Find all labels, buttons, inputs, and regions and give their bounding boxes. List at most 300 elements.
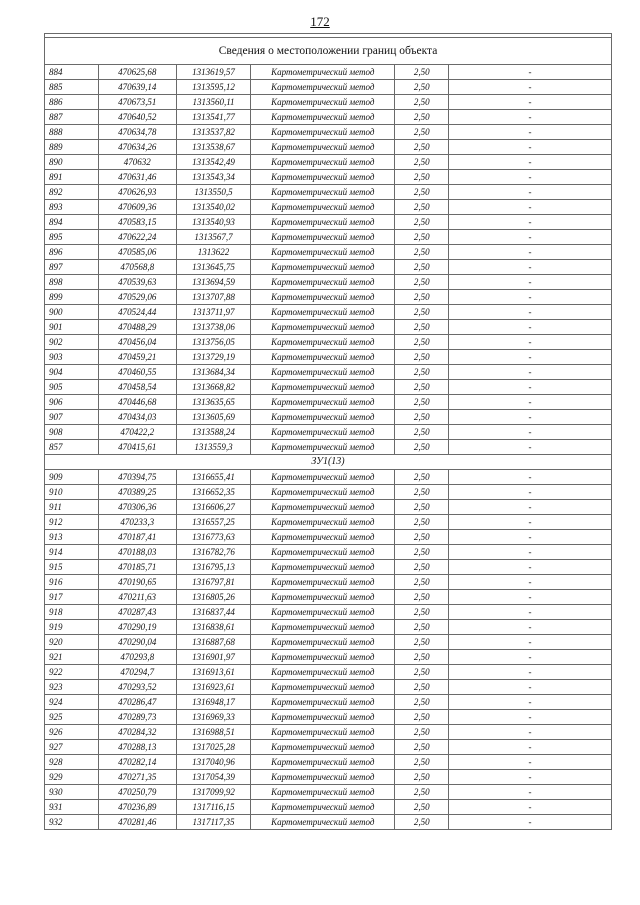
accuracy-cell: 2,50 (395, 125, 449, 140)
coord-x-cell: 470459,21 (98, 350, 176, 365)
point-number-cell: 890 (45, 155, 99, 170)
coord-x-cell: 470625,68 (98, 65, 176, 80)
coord-x-cell: 470294,7 (98, 665, 176, 680)
coord-y-cell: 1316837,44 (176, 605, 250, 620)
table-row (45, 320, 612, 335)
coord-x-cell: 470306,36 (98, 500, 176, 515)
table-row (45, 500, 612, 515)
point-number-cell: 901 (45, 320, 99, 335)
description-cell: - (449, 95, 612, 110)
point-number-cell: 922 (45, 665, 99, 680)
description-cell: - (449, 290, 612, 305)
coord-y-cell: 1313567,7 (176, 230, 250, 245)
coord-y-cell: 1316988,51 (176, 725, 250, 740)
coord-x-cell: 470289,73 (98, 710, 176, 725)
coord-y-cell: 1313622 (176, 245, 250, 260)
point-number-cell: 886 (45, 95, 99, 110)
accuracy-cell: 2,50 (395, 815, 449, 830)
description-cell: - (449, 680, 612, 695)
description-cell: - (449, 545, 612, 560)
table-row (45, 650, 612, 665)
coord-y-cell: 1316773,63 (176, 530, 250, 545)
accuracy-cell: 2,50 (395, 440, 449, 455)
accuracy-cell: 2,50 (395, 800, 449, 815)
description-cell: - (449, 515, 612, 530)
point-number-cell: 889 (45, 140, 99, 155)
description-cell: - (449, 425, 612, 440)
description-cell: - (449, 485, 612, 500)
table-row (45, 380, 612, 395)
method-cell: Картометрический метод (251, 65, 395, 80)
description-cell: - (449, 110, 612, 125)
method-cell: Картометрический метод (251, 515, 395, 530)
coord-x-cell: 470609,36 (98, 200, 176, 215)
point-number-cell: 902 (45, 335, 99, 350)
coord-x-cell: 470456,04 (98, 335, 176, 350)
accuracy-cell: 2,50 (395, 575, 449, 590)
description-cell: - (449, 500, 612, 515)
coord-y-cell: 1313729,19 (176, 350, 250, 365)
description-cell: - (449, 380, 612, 395)
description-cell: - (449, 695, 612, 710)
table-row (45, 740, 612, 755)
point-number-cell: 911 (45, 500, 99, 515)
description-cell: - (449, 470, 612, 485)
coord-y-cell: 1316838,61 (176, 620, 250, 635)
point-number-cell: 929 (45, 770, 99, 785)
point-number-cell: 931 (45, 800, 99, 815)
point-number-cell: 884 (45, 65, 99, 80)
point-number-cell: 913 (45, 530, 99, 545)
table-row (45, 515, 612, 530)
method-cell: Картометрический метод (251, 215, 395, 230)
method-cell: Картометрический метод (251, 425, 395, 440)
table-row (45, 530, 612, 545)
point-number-cell: 891 (45, 170, 99, 185)
coord-x-cell: 470631,46 (98, 170, 176, 185)
table-row (45, 425, 612, 440)
table-row (45, 185, 612, 200)
coord-y-cell: 1313694,59 (176, 275, 250, 290)
accuracy-cell: 2,50 (395, 725, 449, 740)
coord-x-cell: 470250,79 (98, 785, 176, 800)
method-cell: Картометрический метод (251, 395, 395, 410)
coord-y-cell: 1316782,76 (176, 545, 250, 560)
method-cell: Картометрический метод (251, 650, 395, 665)
method-cell: Картометрический метод (251, 755, 395, 770)
point-number-cell: 909 (45, 470, 99, 485)
point-number-cell: 885 (45, 80, 99, 95)
coord-y-cell: 1316795,13 (176, 560, 250, 575)
coord-y-cell: 1316948,17 (176, 695, 250, 710)
accuracy-cell: 2,50 (395, 605, 449, 620)
coord-x-cell: 470446,68 (98, 395, 176, 410)
coord-x-cell: 470422,2 (98, 425, 176, 440)
method-cell: Картометрический метод (251, 500, 395, 515)
coord-y-cell: 1313595,12 (176, 80, 250, 95)
accuracy-cell: 2,50 (395, 545, 449, 560)
method-cell: Картометрический метод (251, 560, 395, 575)
point-number-cell: 900 (45, 305, 99, 320)
accuracy-cell: 2,50 (395, 380, 449, 395)
method-cell: Картометрический метод (251, 335, 395, 350)
method-cell: Картометрический метод (251, 725, 395, 740)
page-number: 172 (310, 14, 330, 29)
coord-x-cell: 470626,93 (98, 185, 176, 200)
table-row (45, 470, 612, 485)
coord-x-cell: 470211,63 (98, 590, 176, 605)
table-row (45, 395, 612, 410)
point-number-cell: 915 (45, 560, 99, 575)
point-number-cell: 907 (45, 410, 99, 425)
accuracy-cell: 2,50 (395, 590, 449, 605)
coord-y-cell: 1313707,88 (176, 290, 250, 305)
description-cell: - (449, 635, 612, 650)
method-cell: Картометрический метод (251, 605, 395, 620)
coord-x-cell: 470185,71 (98, 560, 176, 575)
table-row (45, 95, 612, 110)
coord-x-cell: 470282,14 (98, 755, 176, 770)
accuracy-cell: 2,50 (395, 620, 449, 635)
description-cell: - (449, 785, 612, 800)
method-cell: Картометрический метод (251, 590, 395, 605)
description-cell: - (449, 725, 612, 740)
point-number-cell: 908 (45, 425, 99, 440)
point-number-cell: 918 (45, 605, 99, 620)
table-row (45, 80, 612, 95)
coord-x-cell: 470622,24 (98, 230, 176, 245)
coord-y-cell: 1313540,93 (176, 215, 250, 230)
coord-y-cell: 1317117,35 (176, 815, 250, 830)
point-number-cell: 920 (45, 635, 99, 650)
method-cell: Картометрический метод (251, 575, 395, 590)
accuracy-cell: 2,50 (395, 155, 449, 170)
accuracy-cell: 2,50 (395, 365, 449, 380)
description-cell: - (449, 665, 612, 680)
accuracy-cell: 2,50 (395, 230, 449, 245)
method-cell: Картометрический метод (251, 710, 395, 725)
method-cell: Картометрический метод (251, 410, 395, 425)
accuracy-cell: 2,50 (395, 635, 449, 650)
coord-x-cell: 470187,41 (98, 530, 176, 545)
accuracy-cell: 2,50 (395, 170, 449, 185)
accuracy-cell: 2,50 (395, 680, 449, 695)
table-row (45, 335, 612, 350)
table-row (45, 590, 612, 605)
method-cell: Картометрический метод (251, 800, 395, 815)
table-row (45, 215, 612, 230)
coord-y-cell: 1317054,39 (176, 770, 250, 785)
description-cell: - (449, 65, 612, 80)
coord-x-cell: 470460,55 (98, 365, 176, 380)
coord-y-cell: 1313756,05 (176, 335, 250, 350)
table-row (45, 155, 612, 170)
section-label: ЗУ1(13) (45, 455, 612, 470)
description-cell: - (449, 710, 612, 725)
description-cell: - (449, 620, 612, 635)
section-row (45, 455, 612, 470)
coord-x-cell: 470286,47 (98, 695, 176, 710)
point-number-cell: 888 (45, 125, 99, 140)
table-row (45, 365, 612, 380)
point-number-cell: 895 (45, 230, 99, 245)
description-cell: - (449, 575, 612, 590)
coord-x-cell: 470583,15 (98, 215, 176, 230)
table-row (45, 440, 612, 455)
coord-y-cell: 1313538,67 (176, 140, 250, 155)
method-cell: Картометрический метод (251, 530, 395, 545)
method-cell: Картометрический метод (251, 740, 395, 755)
coord-y-cell: 1316805,26 (176, 590, 250, 605)
point-number-cell: 912 (45, 515, 99, 530)
accuracy-cell: 2,50 (395, 80, 449, 95)
point-number-cell: 928 (45, 755, 99, 770)
coord-x-cell: 470233,3 (98, 515, 176, 530)
accuracy-cell: 2,50 (395, 515, 449, 530)
point-number-cell: 927 (45, 740, 99, 755)
coord-x-cell: 470190,65 (98, 575, 176, 590)
point-number-cell: 925 (45, 710, 99, 725)
coord-y-cell: 1316652,35 (176, 485, 250, 500)
point-number-cell: 892 (45, 185, 99, 200)
table-row (45, 545, 612, 560)
method-cell: Картометрический метод (251, 95, 395, 110)
description-cell: - (449, 350, 612, 365)
point-number-cell: 899 (45, 290, 99, 305)
description-cell: - (449, 440, 612, 455)
coord-x-cell: 470585,06 (98, 245, 176, 260)
method-cell: Картометрический метод (251, 440, 395, 455)
method-cell: Картометрический метод (251, 470, 395, 485)
coord-x-cell: 470415,61 (98, 440, 176, 455)
accuracy-cell: 2,50 (395, 560, 449, 575)
method-cell: Картометрический метод (251, 200, 395, 215)
accuracy-cell: 2,50 (395, 275, 449, 290)
description-cell: - (449, 815, 612, 830)
accuracy-cell: 2,50 (395, 710, 449, 725)
description-cell: - (449, 800, 612, 815)
table-row (45, 755, 612, 770)
coord-y-cell: 1316655,41 (176, 470, 250, 485)
description-cell: - (449, 590, 612, 605)
coord-x-cell: 470539,63 (98, 275, 176, 290)
table-row (45, 290, 612, 305)
method-cell: Картометрический метод (251, 245, 395, 260)
description-cell: - (449, 155, 612, 170)
table-row (45, 350, 612, 365)
description-cell: - (449, 365, 612, 380)
point-number-cell: 906 (45, 395, 99, 410)
accuracy-cell: 2,50 (395, 470, 449, 485)
method-cell: Картометрический метод (251, 680, 395, 695)
coord-x-cell: 470290,04 (98, 635, 176, 650)
description-cell: - (449, 275, 612, 290)
coord-y-cell: 1317040,96 (176, 755, 250, 770)
coord-y-cell: 1316606,27 (176, 500, 250, 515)
method-cell: Картометрический метод (251, 110, 395, 125)
accuracy-cell: 2,50 (395, 260, 449, 275)
description-cell: - (449, 320, 612, 335)
method-cell: Картометрический метод (251, 785, 395, 800)
coord-x-cell: 470634,26 (98, 140, 176, 155)
accuracy-cell: 2,50 (395, 425, 449, 440)
point-number-cell: 930 (45, 785, 99, 800)
coord-y-cell: 1316969,33 (176, 710, 250, 725)
point-number-cell: 926 (45, 725, 99, 740)
point-number-cell: 923 (45, 680, 99, 695)
boundary-coordinates-table (44, 33, 612, 830)
coord-x-cell: 470288,13 (98, 740, 176, 755)
table-row (45, 260, 612, 275)
point-number-cell: 905 (45, 380, 99, 395)
coord-x-cell: 470290,19 (98, 620, 176, 635)
method-cell: Картометрический метод (251, 290, 395, 305)
table-row (45, 485, 612, 500)
accuracy-cell: 2,50 (395, 395, 449, 410)
accuracy-cell: 2,50 (395, 65, 449, 80)
description-cell: - (449, 170, 612, 185)
description-cell: - (449, 245, 612, 260)
coord-x-cell: 470529,06 (98, 290, 176, 305)
description-cell: - (449, 770, 612, 785)
point-number-cell: 914 (45, 545, 99, 560)
point-number-cell: 857 (45, 440, 99, 455)
coord-x-cell: 470293,8 (98, 650, 176, 665)
description-cell: - (449, 605, 612, 620)
description-cell: - (449, 650, 612, 665)
method-cell: Картометрический метод (251, 170, 395, 185)
method-cell: Картометрический метод (251, 230, 395, 245)
coord-y-cell: 1313684,34 (176, 365, 250, 380)
coord-y-cell: 1316887,68 (176, 635, 250, 650)
accuracy-cell: 2,50 (395, 530, 449, 545)
accuracy-cell: 2,50 (395, 335, 449, 350)
accuracy-cell: 2,50 (395, 650, 449, 665)
accuracy-cell: 2,50 (395, 740, 449, 755)
table-row (45, 800, 612, 815)
coord-y-cell: 1313619,57 (176, 65, 250, 80)
table-row (45, 605, 612, 620)
accuracy-cell: 2,50 (395, 410, 449, 425)
description-cell: - (449, 140, 612, 155)
coord-x-cell: 470488,29 (98, 320, 176, 335)
table-row (45, 620, 612, 635)
description-cell: - (449, 530, 612, 545)
point-number-cell: 897 (45, 260, 99, 275)
coord-y-cell: 1313738,06 (176, 320, 250, 335)
coord-y-cell: 1313560,11 (176, 95, 250, 110)
accuracy-cell: 2,50 (395, 665, 449, 680)
method-cell: Картометрический метод (251, 545, 395, 560)
coord-y-cell: 1313537,82 (176, 125, 250, 140)
accuracy-cell: 2,50 (395, 500, 449, 515)
table-row (45, 725, 612, 740)
coord-x-cell: 470287,43 (98, 605, 176, 620)
point-number-cell: 896 (45, 245, 99, 260)
coord-x-cell: 470434,03 (98, 410, 176, 425)
point-number-cell: 893 (45, 200, 99, 215)
coord-x-cell: 470640,52 (98, 110, 176, 125)
method-cell: Картометрический метод (251, 665, 395, 680)
method-cell: Картометрический метод (251, 485, 395, 500)
table-row (45, 575, 612, 590)
description-cell: - (449, 200, 612, 215)
coord-y-cell: 1313711,97 (176, 305, 250, 320)
method-cell: Картометрический метод (251, 185, 395, 200)
coord-y-cell: 1313645,75 (176, 260, 250, 275)
point-number-cell: 904 (45, 365, 99, 380)
point-number-cell: 916 (45, 575, 99, 590)
description-cell: - (449, 215, 612, 230)
coord-y-cell: 1313540,02 (176, 200, 250, 215)
table-row (45, 230, 612, 245)
accuracy-cell: 2,50 (395, 695, 449, 710)
coord-x-cell: 470394,75 (98, 470, 176, 485)
description-cell: - (449, 740, 612, 755)
point-number-cell: 919 (45, 620, 99, 635)
table-row (45, 785, 612, 800)
table-row (45, 275, 612, 290)
table-row (45, 695, 612, 710)
table-header-row (45, 38, 612, 65)
coord-x-cell: 470673,51 (98, 95, 176, 110)
table-row (45, 245, 612, 260)
coord-x-cell: 470458,54 (98, 380, 176, 395)
coord-y-cell: 1313668,82 (176, 380, 250, 395)
method-cell: Картометрический метод (251, 140, 395, 155)
table-row (45, 200, 612, 215)
accuracy-cell: 2,50 (395, 305, 449, 320)
coord-x-cell: 470389,25 (98, 485, 176, 500)
accuracy-cell: 2,50 (395, 95, 449, 110)
accuracy-cell: 2,50 (395, 200, 449, 215)
method-cell: Картометрический метод (251, 275, 395, 290)
method-cell: Картометрический метод (251, 350, 395, 365)
method-cell: Картометрический метод (251, 305, 395, 320)
coord-x-cell: 470271,35 (98, 770, 176, 785)
point-number-cell: 894 (45, 215, 99, 230)
method-cell: Картометрический метод (251, 695, 395, 710)
accuracy-cell: 2,50 (395, 290, 449, 305)
accuracy-cell: 2,50 (395, 320, 449, 335)
method-cell: Картометрический метод (251, 620, 395, 635)
table-row (45, 710, 612, 725)
method-cell: Картометрический метод (251, 770, 395, 785)
point-number-cell: 903 (45, 350, 99, 365)
accuracy-cell: 2,50 (395, 485, 449, 500)
table-row (45, 680, 612, 695)
coord-y-cell: 1316557,25 (176, 515, 250, 530)
description-cell: - (449, 260, 612, 275)
table-title: Сведения о местоположении границ объекта (45, 38, 612, 65)
table-row (45, 410, 612, 425)
table-row (45, 305, 612, 320)
coord-y-cell: 1313541,77 (176, 110, 250, 125)
description-cell: - (449, 335, 612, 350)
accuracy-cell: 2,50 (395, 245, 449, 260)
method-cell: Картометрический метод (251, 320, 395, 335)
method-cell: Картометрический метод (251, 815, 395, 830)
point-number-cell: 910 (45, 485, 99, 500)
coord-x-cell: 470524,44 (98, 305, 176, 320)
coord-y-cell: 1313542,49 (176, 155, 250, 170)
point-number-cell: 898 (45, 275, 99, 290)
coord-y-cell: 1316923,61 (176, 680, 250, 695)
coord-x-cell: 470293,52 (98, 680, 176, 695)
coord-x-cell: 470639,14 (98, 80, 176, 95)
accuracy-cell: 2,50 (395, 785, 449, 800)
coord-x-cell: 470568,8 (98, 260, 176, 275)
